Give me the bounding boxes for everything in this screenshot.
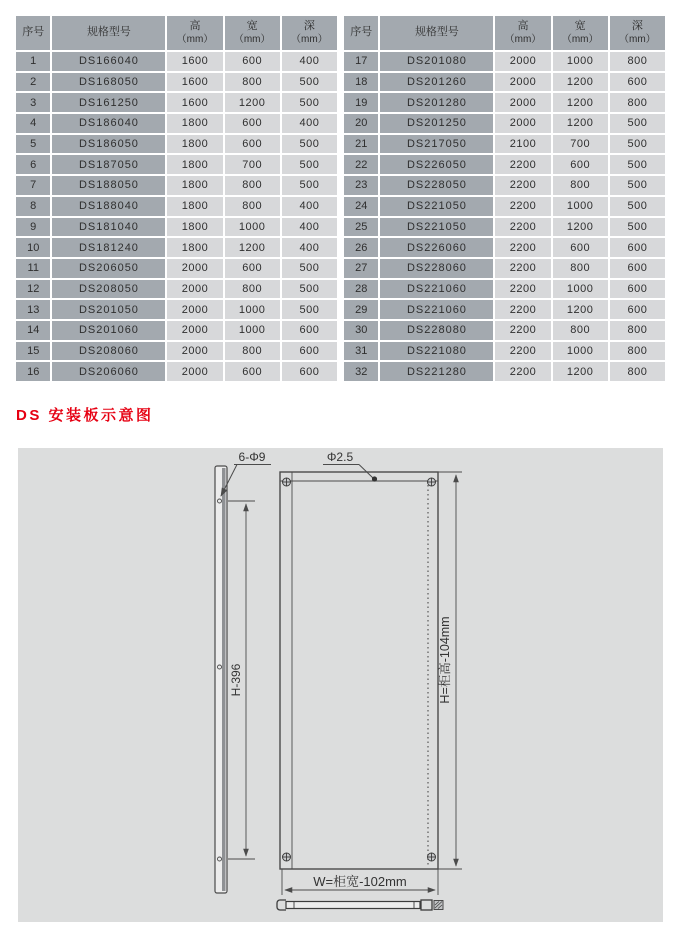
row-number-cell: 26	[344, 238, 378, 257]
width-cell: 1200	[553, 362, 608, 381]
row-number-cell: 32	[344, 362, 378, 381]
model-cell: DS168050	[52, 73, 165, 92]
height-cell: 2200	[495, 300, 550, 319]
depth-cell: 500	[282, 300, 337, 319]
depth-cell: 800	[610, 52, 665, 71]
table-row	[344, 176, 665, 195]
depth-cell: 600	[282, 362, 337, 381]
model-cell: DS206060	[52, 362, 165, 381]
height-cell: 1800	[167, 135, 222, 154]
table-row	[16, 259, 337, 278]
width-cell: 1000	[225, 218, 280, 237]
table-row	[16, 280, 337, 299]
depth-cell: 500	[610, 114, 665, 133]
spec-table-left	[14, 14, 339, 383]
width-cell: 1000	[553, 342, 608, 361]
height-cell: 2100	[495, 135, 550, 154]
side-view-stripe	[222, 468, 226, 891]
row-number-cell: 10	[16, 238, 50, 257]
model-cell: DS181040	[52, 218, 165, 237]
width-cell: 800	[553, 321, 608, 340]
depth-cell: 500	[282, 73, 337, 92]
header-height: 高 （mm）	[167, 16, 222, 50]
height-cell: 2000	[495, 52, 550, 71]
width-cell: 1200	[225, 93, 280, 112]
table-row	[344, 114, 665, 133]
height-cell: 2000	[167, 342, 222, 361]
table-row	[16, 197, 337, 216]
plate-width-text: W=柜宽-102mm	[313, 874, 407, 889]
depth-cell: 400	[282, 218, 337, 237]
table-row	[344, 238, 665, 257]
depth-cell: 600	[282, 342, 337, 361]
depth-cell: 600	[610, 280, 665, 299]
width-cell: 800	[225, 342, 280, 361]
height-cell: 2000	[167, 362, 222, 381]
table-row	[344, 135, 665, 154]
model-cell: DS208050	[52, 280, 165, 299]
depth-cell: 400	[282, 197, 337, 216]
row-number-cell: 8	[16, 197, 50, 216]
width-cell: 1200	[225, 238, 280, 257]
width-cell: 700	[225, 155, 280, 174]
table-row	[344, 218, 665, 237]
model-cell: DS221060	[380, 300, 493, 319]
width-cell: 600	[225, 135, 280, 154]
depth-cell: 500	[610, 135, 665, 154]
table-row	[344, 280, 665, 299]
row-number-cell: 31	[344, 342, 378, 361]
row-number-cell: 22	[344, 155, 378, 174]
height-cell: 2000	[167, 259, 222, 278]
row-number-cell: 6	[16, 155, 50, 174]
row-number-cell: 7	[16, 176, 50, 195]
table-body-right	[344, 52, 665, 381]
header-model: 规格型号	[52, 16, 165, 50]
row-number-cell: 30	[344, 321, 378, 340]
width-cell: 1200	[553, 73, 608, 92]
table-row	[16, 93, 337, 112]
header-height: 高 （mm）	[495, 16, 550, 50]
row-number-cell: 4	[16, 114, 50, 133]
model-cell: DS221050	[380, 197, 493, 216]
label-small-hole	[323, 450, 377, 482]
model-cell: DS166040	[52, 52, 165, 71]
model-cell: DS181240	[52, 238, 165, 257]
model-cell: DS221050	[380, 218, 493, 237]
spec-tables	[14, 14, 667, 383]
model-cell: DS226060	[380, 238, 493, 257]
top-view-bar	[277, 900, 443, 910]
screw-top-left-icon	[283, 478, 291, 486]
row-number-cell: 13	[16, 300, 50, 319]
height-cell: 2200	[495, 197, 550, 216]
depth-cell: 500	[282, 259, 337, 278]
height-cell: 2200	[495, 280, 550, 299]
width-cell: 600	[553, 238, 608, 257]
width-cell: 1000	[225, 300, 280, 319]
row-number-cell: 2	[16, 73, 50, 92]
width-cell: 600	[225, 114, 280, 133]
bar-right-cap	[421, 900, 432, 910]
side-holes-text: 6-Φ9	[238, 450, 266, 464]
section-title: DS 安装板示意图	[16, 407, 154, 424]
model-cell: DS161250	[52, 93, 165, 112]
row-number-cell: 16	[16, 362, 50, 381]
height-cell: 2200	[495, 238, 550, 257]
plate-height-text: H=柜高-104mm	[438, 616, 452, 704]
screw-bottom-right-icon	[428, 853, 436, 861]
row-number-cell: 23	[344, 176, 378, 195]
height-cell: 1800	[167, 218, 222, 237]
table-row	[16, 155, 337, 174]
model-cell: DS221280	[380, 362, 493, 381]
height-cell: 1600	[167, 73, 222, 92]
header-width-unit: （mm）	[561, 33, 599, 45]
table-row	[344, 259, 665, 278]
row-number-cell: 14	[16, 321, 50, 340]
side-hole-middle-icon	[218, 665, 222, 669]
row-number-cell: 20	[344, 114, 378, 133]
width-cell: 700	[553, 135, 608, 154]
header-row	[344, 16, 665, 50]
small-hole-text: Φ2.5	[326, 450, 354, 464]
bar-end-detail-hatch	[434, 901, 443, 910]
table-row	[16, 238, 337, 257]
mounting-plate-diagram	[18, 448, 663, 922]
table-row	[344, 93, 665, 112]
row-number-cell: 17	[344, 52, 378, 71]
height-cell: 2200	[495, 218, 550, 237]
width-cell: 1200	[553, 300, 608, 319]
depth-cell: 800	[610, 342, 665, 361]
depth-cell: 600	[282, 321, 337, 340]
table-row	[16, 300, 337, 319]
header-no: 序号	[344, 16, 378, 50]
row-number-cell: 28	[344, 280, 378, 299]
side-view	[215, 466, 227, 893]
model-cell: DS217050	[380, 135, 493, 154]
width-cell: 1200	[553, 218, 608, 237]
height-cell: 1800	[167, 114, 222, 133]
header-depth-unit: （mm）	[619, 33, 656, 45]
front-view	[280, 472, 438, 869]
table-row	[16, 135, 337, 154]
width-cell: 800	[553, 259, 608, 278]
small-hole-dot-icon	[372, 476, 377, 481]
height-cell: 2200	[495, 362, 550, 381]
depth-cell: 400	[282, 114, 337, 133]
header-row	[16, 16, 337, 50]
width-cell: 1000	[225, 321, 280, 340]
model-cell: DS201280	[380, 93, 493, 112]
row-number-cell: 29	[344, 300, 378, 319]
header-depth: 深 （mm）	[282, 16, 337, 50]
model-cell: DS201050	[52, 300, 165, 319]
model-cell: DS228080	[380, 321, 493, 340]
depth-cell: 600	[610, 73, 665, 92]
model-cell: DS188040	[52, 197, 165, 216]
width-cell: 1200	[553, 93, 608, 112]
height-cell: 2000	[167, 280, 222, 299]
header-width: 宽 （mm）	[225, 16, 280, 50]
table-row	[344, 321, 665, 340]
height-cell: 2200	[495, 321, 550, 340]
row-number-cell: 19	[344, 93, 378, 112]
width-cell: 800	[225, 197, 280, 216]
depth-cell: 800	[610, 321, 665, 340]
model-cell: DS201060	[52, 321, 165, 340]
hole-pitch-text: H-396	[229, 663, 243, 697]
header-model: 规格型号	[380, 16, 493, 50]
header-width: 宽 （mm）	[553, 16, 608, 50]
row-number-cell: 12	[16, 280, 50, 299]
depth-cell: 500	[610, 197, 665, 216]
table-row	[16, 321, 337, 340]
depth-cell: 500	[282, 155, 337, 174]
model-cell: DS208060	[52, 342, 165, 361]
table-row	[16, 73, 337, 92]
dim-plate-height	[437, 472, 462, 869]
depth-cell: 500	[282, 176, 337, 195]
height-cell: 1800	[167, 176, 222, 195]
depth-cell: 600	[610, 238, 665, 257]
height-cell: 2200	[495, 342, 550, 361]
model-cell: DS228060	[380, 259, 493, 278]
bar-left-cap	[277, 900, 286, 910]
width-cell: 1000	[553, 197, 608, 216]
table-row	[16, 218, 337, 237]
height-cell: 1800	[167, 238, 222, 257]
depth-cell: 600	[610, 259, 665, 278]
height-cell: 2200	[495, 176, 550, 195]
model-cell: DS201080	[380, 52, 493, 71]
table-body-left	[16, 52, 337, 381]
height-cell: 1800	[167, 155, 222, 174]
row-number-cell: 25	[344, 218, 378, 237]
technical-drawing	[18, 448, 663, 922]
header-height-unit: （mm）	[176, 33, 214, 45]
depth-cell: 800	[610, 93, 665, 112]
width-cell: 1200	[553, 114, 608, 133]
model-cell: DS186050	[52, 135, 165, 154]
header-width-unit: （mm）	[233, 33, 271, 45]
model-cell: DS221060	[380, 280, 493, 299]
row-number-cell: 15	[16, 342, 50, 361]
leader-line	[359, 465, 373, 479]
depth-cell: 400	[282, 52, 337, 71]
row-number-cell: 24	[344, 197, 378, 216]
depth-cell: 500	[282, 280, 337, 299]
width-cell: 1000	[553, 280, 608, 299]
table-row	[344, 155, 665, 174]
model-cell: DS201260	[380, 73, 493, 92]
row-number-cell: 9	[16, 218, 50, 237]
row-number-cell: 11	[16, 259, 50, 278]
width-cell: 800	[225, 73, 280, 92]
width-cell: 1000	[553, 52, 608, 71]
header-height-unit: （mm）	[504, 33, 542, 45]
width-cell: 800	[225, 176, 280, 195]
width-cell: 600	[225, 362, 280, 381]
table-row	[16, 114, 337, 133]
model-cell: DS221080	[380, 342, 493, 361]
row-number-cell: 18	[344, 73, 378, 92]
header-depth: 深 （mm）	[610, 16, 665, 50]
height-cell: 2000	[495, 73, 550, 92]
screw-top-right-icon	[428, 478, 436, 486]
model-cell: DS188050	[52, 176, 165, 195]
width-cell: 800	[553, 176, 608, 195]
depth-cell: 600	[610, 300, 665, 319]
width-cell: 800	[225, 280, 280, 299]
height-cell: 2000	[495, 93, 550, 112]
model-cell: DS228050	[380, 176, 493, 195]
table-row	[344, 197, 665, 216]
row-number-cell: 27	[344, 259, 378, 278]
height-cell: 1600	[167, 93, 222, 112]
height-cell: 2200	[495, 155, 550, 174]
table-row	[344, 362, 665, 381]
depth-cell: 500	[610, 176, 665, 195]
table-row	[16, 52, 337, 71]
row-number-cell: 5	[16, 135, 50, 154]
height-cell: 1600	[167, 52, 222, 71]
table-row	[16, 342, 337, 361]
model-cell: DS187050	[52, 155, 165, 174]
model-cell: DS186040	[52, 114, 165, 133]
depth-cell: 500	[282, 93, 337, 112]
table-row	[344, 52, 665, 71]
depth-cell: 500	[610, 218, 665, 237]
model-cell: DS206050	[52, 259, 165, 278]
width-cell: 600	[225, 52, 280, 71]
header-no: 序号	[16, 16, 50, 50]
table-row	[344, 300, 665, 319]
dim-plate-width	[282, 869, 438, 895]
table-row	[16, 176, 337, 195]
side-hole-bottom-icon	[218, 857, 222, 861]
depth-cell: 800	[610, 362, 665, 381]
height-cell: 2000	[167, 321, 222, 340]
row-number-cell: 1	[16, 52, 50, 71]
table-row	[16, 362, 337, 381]
model-cell: DS201250	[380, 114, 493, 133]
model-cell: DS226050	[380, 155, 493, 174]
depth-cell: 500	[282, 135, 337, 154]
height-cell: 2000	[167, 300, 222, 319]
width-cell: 600	[225, 259, 280, 278]
spec-table-right	[342, 14, 667, 383]
table-row	[344, 342, 665, 361]
dim-hole-pitch	[228, 501, 255, 859]
row-number-cell: 3	[16, 93, 50, 112]
label-side-holes	[221, 450, 271, 496]
side-hole-top-icon	[218, 499, 222, 503]
height-cell: 2200	[495, 259, 550, 278]
depth-cell: 500	[610, 155, 665, 174]
height-cell: 2000	[495, 114, 550, 133]
header-depth-unit: （mm）	[291, 33, 328, 45]
row-number-cell: 21	[344, 135, 378, 154]
depth-cell: 400	[282, 238, 337, 257]
width-cell: 600	[553, 155, 608, 174]
table-row	[344, 73, 665, 92]
screw-bottom-left-icon	[283, 853, 291, 861]
height-cell: 1800	[167, 197, 222, 216]
